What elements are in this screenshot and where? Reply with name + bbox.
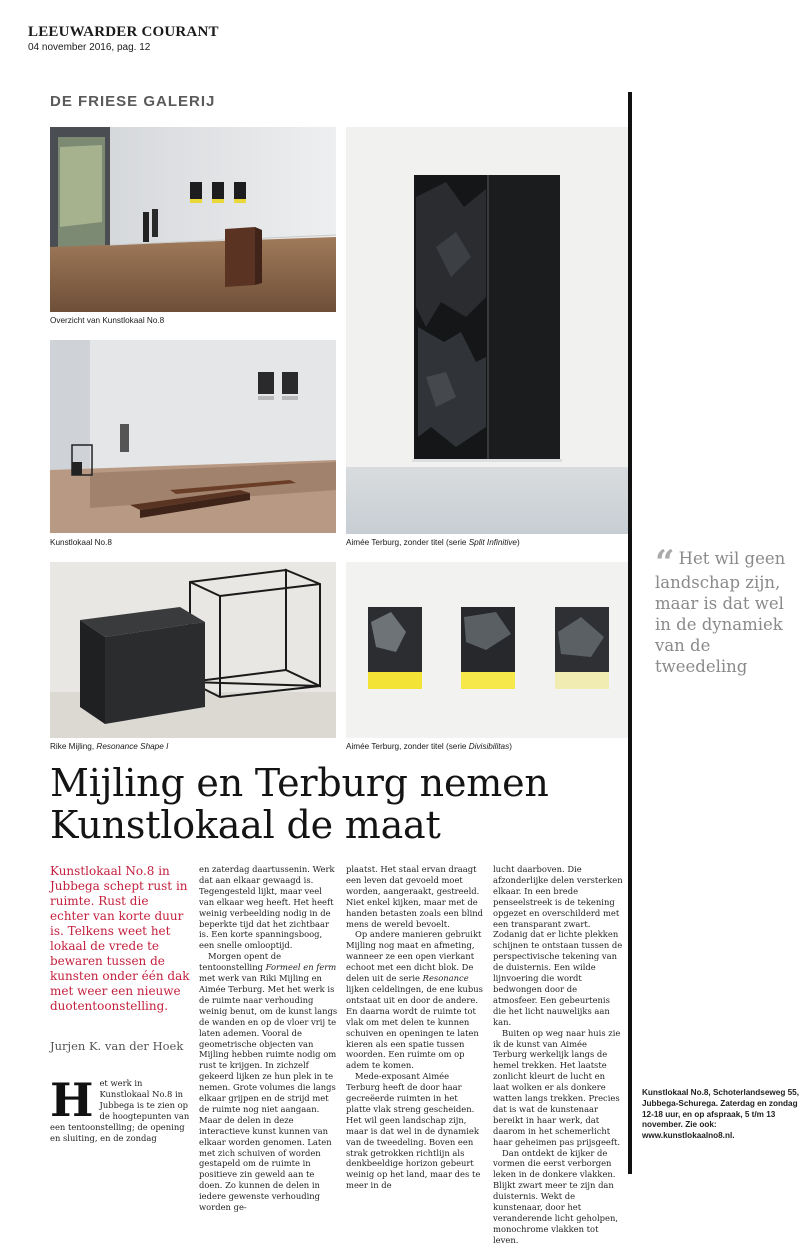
drop-cap: H	[50, 1073, 94, 1127]
body-column-3	[346, 864, 484, 1191]
intro-lead: Kunstlokaal No.8 in Jubbega schept rust in ruimte. Rust die echter van korte duur is. Telkens weet het lokaal de vrede te bewaren tussen de kunsten onder één dak met weer een nieuwe duotentoonstelling.	[50, 864, 190, 1013]
body-column-1	[50, 1073, 190, 1143]
gallery-overview-photo	[50, 127, 336, 312]
body-paragraph: lucht daarboven. Die afzonderlijke delen versterken elkaar. In een brede penseelstreek is de tekening opgezet en overschilderd met een transparant zwart. Zodanig dat er lichte plekken schijnen te ontstaan tussen de perspectivische tekening van de duisternis. Een wilde lijnvoering die wordt bedwongen door de atmosfeer. Een gebeurtenis die het licht nauwelijks aan kan.	[493, 864, 623, 1027]
quote-mark-icon: “	[655, 543, 675, 583]
body-paragraph: plaatst. Het staal ervan draagt een leven dat gevoeld moet worden, aangeraakt, gestreeld. Niet enkel kijken, maar met de handen betasten zoals een blind mens de wereld bevoelt.	[346, 864, 484, 929]
gallery-room-photo	[50, 340, 336, 533]
divisibilitas-photo	[346, 562, 631, 738]
body-paragraph: en zaterdag daartussenin. Werk dat aan elkaar gewaagd is. Tegengesteld lijkt, maar veel van elkaar weg heeft. Het heeft weinig verbeelding nodig in de beperkte tijd dat het zichtbaar is. Een korte spanningsboog, een snelle omlooptijd.	[199, 864, 335, 951]
body-paragraph: Morgen opent de tentoonstelling Formeel en ferm met werk van Riki Mijling en Aimée Terburg. Met het werk is de ruimte naar verhouding weinig benut, om de kunst langs de wanden en op de vloer vrij te laten ademen. Vooral de geometrische objecten van Mijling hebben ruimte nodig om rust te krijgen. In zichzelf gekeerd lijken ze hun plek in te nemen. Grote volumes die langs elkaar grijpen en de strijd met de ruimte nog niet aangaan. Maar de delen in deze interactieve kunst kunnen van elkaar worden genomen. Laten met zich schuiven of worden gestapeld om de ruimte in positieve zin geweld aan te doen. Zo kunnen de delen in iedere gewenste verhouding worden ge-	[199, 951, 338, 1213]
caption-split-infinitive: Aimée Terburg, zonder titel (serie Split Infinitive)	[346, 538, 520, 547]
section-title: DE FRIESE GALERIJ	[50, 93, 216, 110]
caption-overview: Overzicht van Kunstlokaal No.8	[50, 316, 165, 325]
edition-date: 04 november 2016, pag. 12	[28, 42, 151, 53]
body-paragraph: Op andere manieren gebruikt Mijling nog maat en afmeting, wanneer ze een open vierkant echoot met een dicht blok. De delen uit de serie Resonance lijken celdelingen, de ene kubus ontstaat uit en door de andere. En daarna wordt de ruimte tot vlak om met delen te kunnen schuiven en openingen te laten kieren als een spatie tussen woorden. Een ruimte om op adem te komen.	[346, 929, 483, 1071]
column-rule	[628, 92, 632, 1174]
exhibition-info: Kunstlokaal No.8, Schoterlandseweg 55, Jubbega-Schurega. Zaterdag en zondag 12-18 uur, en op afspraak, 5 t/m 13 november. Zie ook: www.kunstlokaalno8.nl.	[642, 1088, 799, 1141]
pull-quote	[655, 543, 805, 677]
headline-line-2: Kunstlokaal de maat	[50, 803, 441, 847]
headline	[50, 762, 620, 846]
pull-quote-text: Het wil geen landschap zijn, maar is dat wel in de dynamiek van de tweedeling	[655, 549, 786, 676]
body-column-2	[199, 864, 339, 1213]
split-infinitive-photo	[346, 127, 631, 534]
caption-divisibilitas: Aimée Terburg, zonder titel (serie Divisibilitas)	[346, 742, 512, 751]
resonance-shape-photo	[50, 562, 336, 738]
caption-resonance: Rike Mijling, Resonance Shape I	[50, 742, 169, 751]
byline: Jurjen K. van der Hoek	[50, 1039, 184, 1053]
masthead-title: LEEUWARDER COURANT	[28, 24, 219, 40]
body-paragraph: Buiten op weg naar huis zie ik de kunst van Aimée Terburg werkelijk langs de hemel trekken. Het laatste zonlicht kleurt de lucht en laat wolken er als donkere watten langs trekken. Precies dat is wat de kunstenaar bereikt in haar werk, dat daarom in het schemerlicht haar geheimen pas prijsgeeft.	[493, 1027, 621, 1147]
caption-room: Kunstlokaal No.8	[50, 538, 112, 547]
headline-line-1: Mijling en Terburg nemen	[50, 761, 549, 805]
body-paragraph: Mede-exposant Aimée Terburg heeft de door haar gecreëerde ruimten in het platte vlak streng gescheiden. Het wil geen landschap zijn, maar is dat wel in de dynamiek van de tweedeling. Boven een strak getrokken richtlijn als denkbeeldige horizon gebeurt weinig op het land, maar des te meer in de	[346, 1071, 481, 1191]
body-col1-text: et werk in Kunstlokaal No.8 in Jubbega is te zien op de hoogtepunten van een tentoonstelling; de opening en sluiting, en de zondag	[50, 1078, 190, 1143]
body-paragraph: Dan ontdekt de kijker de vormen die eerst verborgen leken in de donkere vlakken. Blijkt zwart meer te zijn dan duisternis. Wekt de kunstenaar, door het veranderende licht geholpen, monochrome vlakken tot leven.	[493, 1147, 619, 1245]
body-column-4	[493, 864, 623, 1246]
